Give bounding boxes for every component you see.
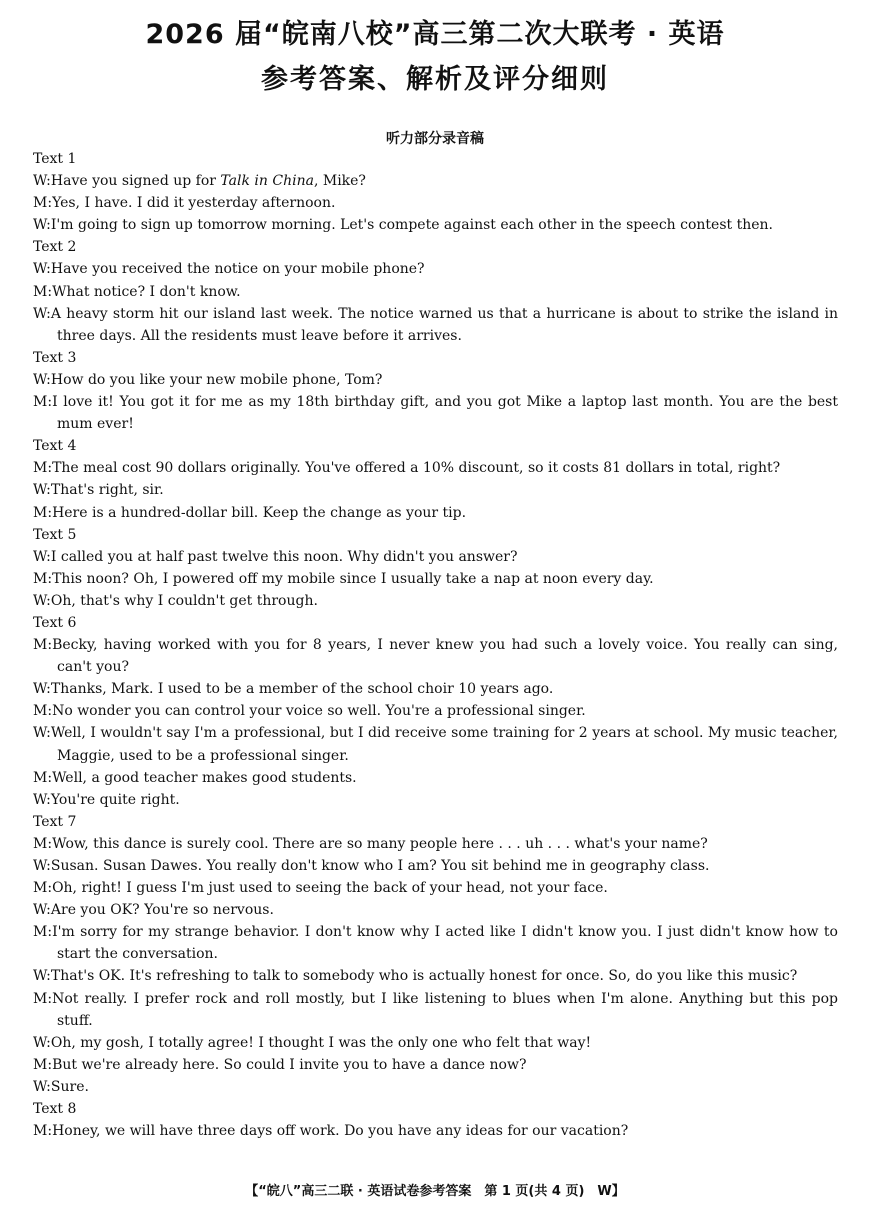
dialogue-text: How do you like your new mobile phone, Tom? (50, 371, 383, 388)
dialogue-line (33, 789, 838, 811)
text-heading: Text 6 (33, 614, 77, 631)
dialogue-text: Oh, right! I guess I'm just used to seeing the back of your head, not your face. (52, 880, 608, 897)
dialogue-line (33, 634, 838, 678)
speaker-label: W: (33, 725, 51, 742)
dialogue-text: , Mike? (313, 173, 366, 190)
speaker-label: M: (33, 195, 53, 212)
dialogue-text: A heavy storm hit our island last week. The notice warned us that a hurricane is about to strike the island in three days. All the residents must leave before it arrives. (50, 305, 838, 344)
dialogue-line (33, 303, 838, 347)
dialogue-text: Thanks, Mark. I used to be a member of the school choir 10 years ago. (50, 681, 554, 698)
speaker-label: M: (33, 703, 53, 720)
dialogue-text: That's OK. It's refreshing to talk to somebody who is actually honest for once. So, do you like this music? (50, 968, 798, 985)
speaker-label: W: (33, 482, 51, 499)
dialogue-text: Honey, we will have three days off work. Do you have any ideas for our vacation? (52, 1123, 629, 1140)
speaker-label: W: (33, 217, 51, 234)
dialogue-text: Yes, I have. I did it yesterday afternoon. (52, 195, 336, 212)
speaker-label: W: (33, 261, 51, 278)
dialogue-line (33, 369, 838, 391)
speaker-label: W: (33, 548, 51, 565)
dialogue-text: I'm sorry for my strange behavior. I don't know why I acted like I didn't know you. I just didn't know how to start the conversation. (52, 924, 838, 963)
dialogue-text: Oh, my gosh, I totally agree! I thought I was the only one who felt that way! (50, 1034, 592, 1051)
speaker-label: W: (33, 1078, 51, 1095)
speaker-label: M: (33, 835, 53, 852)
dialogue-line (33, 568, 838, 590)
dialogue-line (33, 1076, 838, 1098)
dialogue-line (33, 767, 838, 789)
dialogue-line (33, 722, 838, 766)
dialogue-line (33, 1120, 838, 1142)
dialogue-line (33, 192, 838, 214)
dialogue-text: Well, a good teacher makes good students. (52, 769, 357, 786)
speaker-label: W: (33, 371, 51, 388)
dialogue-line (33, 833, 838, 855)
dialogue-line (33, 258, 838, 280)
dialogue-line (33, 678, 838, 700)
dialogue-line (33, 170, 838, 192)
dialogue-line (33, 281, 838, 303)
dialogue-text: Have you signed up for (50, 173, 221, 190)
page-footer: 【“皖八”高三二联 · 英语试卷参考答案 第 1 页(共 4 页) W】 (245, 1184, 625, 1199)
dialogue-line (33, 855, 838, 877)
dialogue-line (33, 700, 838, 722)
speaker-label: W: (33, 173, 51, 190)
text-heading: Text 5 (33, 526, 77, 543)
dialogue-text: Well, I wouldn't say I'm a professional, but I did receive some training for 2 years at school. My music teacher, Maggie, used to be a professional singer. (50, 725, 838, 764)
text-heading: Text 4 (33, 438, 77, 455)
text-heading: Text 1 (33, 151, 77, 167)
dialogue-text: Wow, this dance is surely cool. There are so many people here . . . uh . . . what's your name? (52, 835, 708, 852)
text-heading: Text 2 (33, 239, 77, 256)
speaker-label: W: (33, 305, 51, 322)
dialogue-line (33, 899, 838, 921)
italic-title: Talk in China (220, 173, 314, 190)
speaker-label: M: (33, 283, 53, 300)
listening-transcript (33, 148, 838, 1142)
speaker-label: M: (33, 394, 53, 411)
document-title: 2026 届“皖南八校”高三第二次大联考 · 英语 (145, 19, 725, 50)
document-subtitle: 参考答案、解析及评分细则 (261, 64, 609, 95)
speaker-label: M: (33, 1123, 53, 1140)
dialogue-text: Not really. I prefer rock and roll mostly, but I like listening to blues when I'm alone. Anything but this pop stuff. (52, 990, 838, 1029)
speaker-label: W: (33, 858, 51, 874)
text-heading: Text 8 (33, 1101, 77, 1118)
dialogue-line (33, 590, 838, 612)
speaker-label: M: (33, 504, 53, 521)
dialogue-line (33, 214, 838, 236)
dialogue-line (33, 1054, 838, 1076)
dialogue-line (33, 988, 838, 1032)
dialogue-text: What notice? I don't know. (52, 283, 241, 300)
dialogue-line (33, 479, 838, 501)
dialogue-text: The meal cost 90 dollars originally. You've offered a 10% discount, so it costs 81 dollars in total, right? (52, 460, 781, 477)
dialogue-text: I called you at half past twelve this noon. Why didn't you answer? (50, 548, 518, 565)
dialogue-text: Becky, having worked with you for 8 years, I never knew you had such a lovely voice. You really can sing, can't you? (52, 637, 838, 676)
speaker-label: W: (33, 592, 51, 609)
dialogue-text: Oh, that's why I couldn't get through. (50, 592, 318, 609)
dialogue-text: This noon? Oh, I powered off my mobile since I usually take a nap at noon every day. (52, 570, 654, 587)
dialogue-text: Have you received the notice on your mobile phone? (50, 261, 425, 278)
dialogue-text: Are you OK? You're so nervous. (50, 902, 274, 919)
speaker-label: M: (33, 570, 53, 587)
dialogue-line (33, 877, 838, 899)
speaker-label: M: (33, 637, 53, 654)
speaker-label: W: (33, 968, 51, 985)
dialogue-text: That's right, sir. (50, 482, 164, 499)
dialogue-text: Susan. Susan Dawes. You really don't know who I am? You sit behind me in geography class. (50, 858, 710, 874)
speaker-label: W: (33, 791, 51, 808)
text-heading: Text 7 (33, 813, 77, 830)
dialogue-line (33, 965, 838, 987)
dialogue-text: Here is a hundred-dollar bill. Keep the change as your tip. (52, 504, 467, 521)
speaker-label: W: (33, 902, 51, 919)
dialogue-text: But we're already here. So could I invite you to have a dance now? (52, 1056, 527, 1073)
section-title: 听力部分录音稿 (386, 131, 484, 147)
dialogue-line (33, 502, 838, 524)
dialogue-text: No wonder you can control your voice so well. You're a professional singer. (52, 703, 586, 720)
dialogue-text: I'm going to sign up tomorrow morning. Let's compete against each other in the speech contest then. (50, 217, 773, 234)
speaker-label: M: (33, 1056, 53, 1073)
dialogue-text: Sure. (50, 1078, 89, 1095)
dialogue-line (33, 921, 838, 965)
speaker-label: M: (33, 990, 53, 1007)
speaker-label: W: (33, 681, 51, 698)
text-heading: Text 3 (33, 349, 77, 366)
dialogue-line (33, 457, 838, 479)
speaker-label: M: (33, 769, 53, 786)
speaker-label: W: (33, 1034, 51, 1051)
dialogue-line (33, 546, 838, 568)
speaker-label: M: (33, 460, 53, 477)
dialogue-line (33, 1032, 838, 1054)
speaker-label: M: (33, 924, 53, 941)
speaker-label: M: (33, 880, 53, 897)
dialogue-line (33, 391, 838, 435)
dialogue-text: I love it! You got it for me as my 18th birthday gift, and you got Mike a laptop last month. You are the best mum ever! (52, 394, 838, 433)
dialogue-text: You're quite right. (50, 791, 180, 808)
